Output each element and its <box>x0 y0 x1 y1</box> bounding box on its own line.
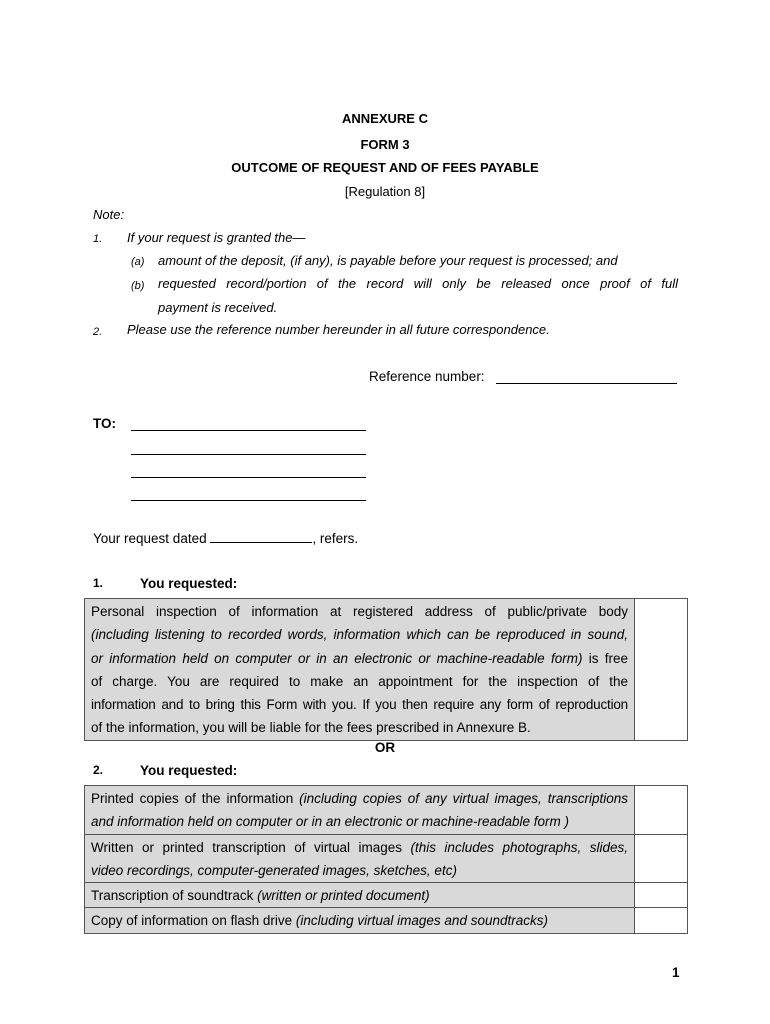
or-separator: OR <box>374 740 396 755</box>
personal-inspection-free: is free <box>582 650 629 666</box>
note-item-b-text-line2: payment is received. <box>158 300 278 315</box>
printed-copies-line <box>91 787 628 810</box>
note-item-a-text: amount of the deposit, (if any), is payable before your request is processed; and <box>158 253 618 268</box>
to-address-line[interactable] <box>131 500 366 501</box>
regulation-ref: [Regulation 8] <box>344 184 426 199</box>
transcription-virtual-detail-line2: video recordings, computer-generated images, sketches, etc) <box>91 862 457 878</box>
flash-drive-copy-checkbox[interactable] <box>635 908 688 933</box>
soundtrack-transcription-cell <box>85 883 635 908</box>
printed-copies-detail: (including copies of any virtual images, transcriptions <box>299 791 629 806</box>
note-item-a-number: (a) <box>131 256 145 268</box>
personal-inspection-italic: or information held on computer or in an electronic or machine-readable form) <box>91 650 583 666</box>
soundtrack-transcription-checkbox[interactable] <box>635 883 688 908</box>
section1-number: 1. <box>93 576 104 590</box>
note-item2-number: 2. <box>93 326 103 338</box>
transcription-virtual-label: Written or printed transcription of virtual images <box>91 839 411 855</box>
form-title: OUTCOME OF REQUEST AND OF FEES PAYABLE <box>231 160 539 175</box>
personal-inspection-line: of charge. You are required to make an appointment for the inspection of the <box>91 673 628 689</box>
transcription-virtual-detail: (this includes photographs, slides, <box>410 839 628 855</box>
section2-number: 2. <box>93 763 104 777</box>
section1-table <box>84 598 688 741</box>
personal-inspection-line: Personal inspection of information at registered address of public/private body <box>91 604 628 619</box>
reference-number-label: Reference number: <box>369 369 485 384</box>
page-number: 1 <box>672 965 680 980</box>
section1-heading: You requested: <box>140 576 238 591</box>
request-dated-prefix: Your request dated <box>93 531 207 546</box>
personal-inspection-line <box>91 647 628 670</box>
reference-number-field[interactable] <box>496 383 677 384</box>
printed-copies-detail-line2: and information held on computer or in an electronic or machine-readable form ) <box>91 814 569 830</box>
personal-inspection-line: (including listening to recorded words, information which can be reproduced in sound, <box>91 627 628 643</box>
section2-table <box>84 785 688 934</box>
note-item2-text: Please use the reference number hereunder in all future correspondence. <box>127 322 550 337</box>
soundtrack-transcription-detail: (written or printed document) <box>257 888 430 904</box>
note-item-b-number: (b) <box>131 280 145 292</box>
request-date-field[interactable] <box>210 530 312 543</box>
note-item-b-text-line1: requested record/portion of the record will only be released once proof of full <box>158 276 678 291</box>
soundtrack-transcription-label: Transcription of soundtrack <box>91 888 258 904</box>
personal-inspection-line: information and to bring this Form with you. If you then require any form of reproduction <box>91 697 628 713</box>
note-item1-text: If your request is granted the— <box>127 230 306 245</box>
annexure-title: ANNEXURE C <box>342 111 428 126</box>
transcription-virtual-checkbox[interactable] <box>635 834 688 883</box>
note-label: Note: <box>93 207 125 222</box>
note-item1-number: 1. <box>93 233 103 245</box>
flash-drive-copy-label: Copy of information on flash drive <box>91 913 296 929</box>
request-dated-sentence <box>93 530 358 546</box>
to-label: TO: <box>93 416 116 431</box>
personal-inspection-cell <box>85 599 635 741</box>
printed-copies-cell <box>85 786 635 835</box>
section2-heading: You requested: <box>140 763 238 778</box>
personal-inspection-checkbox[interactable] <box>635 599 688 741</box>
flash-drive-copy-detail: (including virtual images and soundtracks) <box>295 913 548 929</box>
transcription-virtual-cell <box>85 834 635 883</box>
to-address-line[interactable] <box>131 430 366 431</box>
printed-copies-checkbox[interactable] <box>635 786 688 835</box>
to-address-line[interactable] <box>131 477 366 478</box>
transcription-virtual-line <box>91 836 628 859</box>
form-number: FORM 3 <box>360 137 410 152</box>
flash-drive-copy-cell <box>85 908 635 933</box>
to-address-line[interactable] <box>131 454 366 455</box>
printed-copies-label: Printed copies of the information <box>91 791 300 806</box>
request-dated-suffix: , refers. <box>312 531 359 546</box>
personal-inspection-line: of the information, you will be liable for the fees prescribed in Annexure B. <box>91 720 531 736</box>
